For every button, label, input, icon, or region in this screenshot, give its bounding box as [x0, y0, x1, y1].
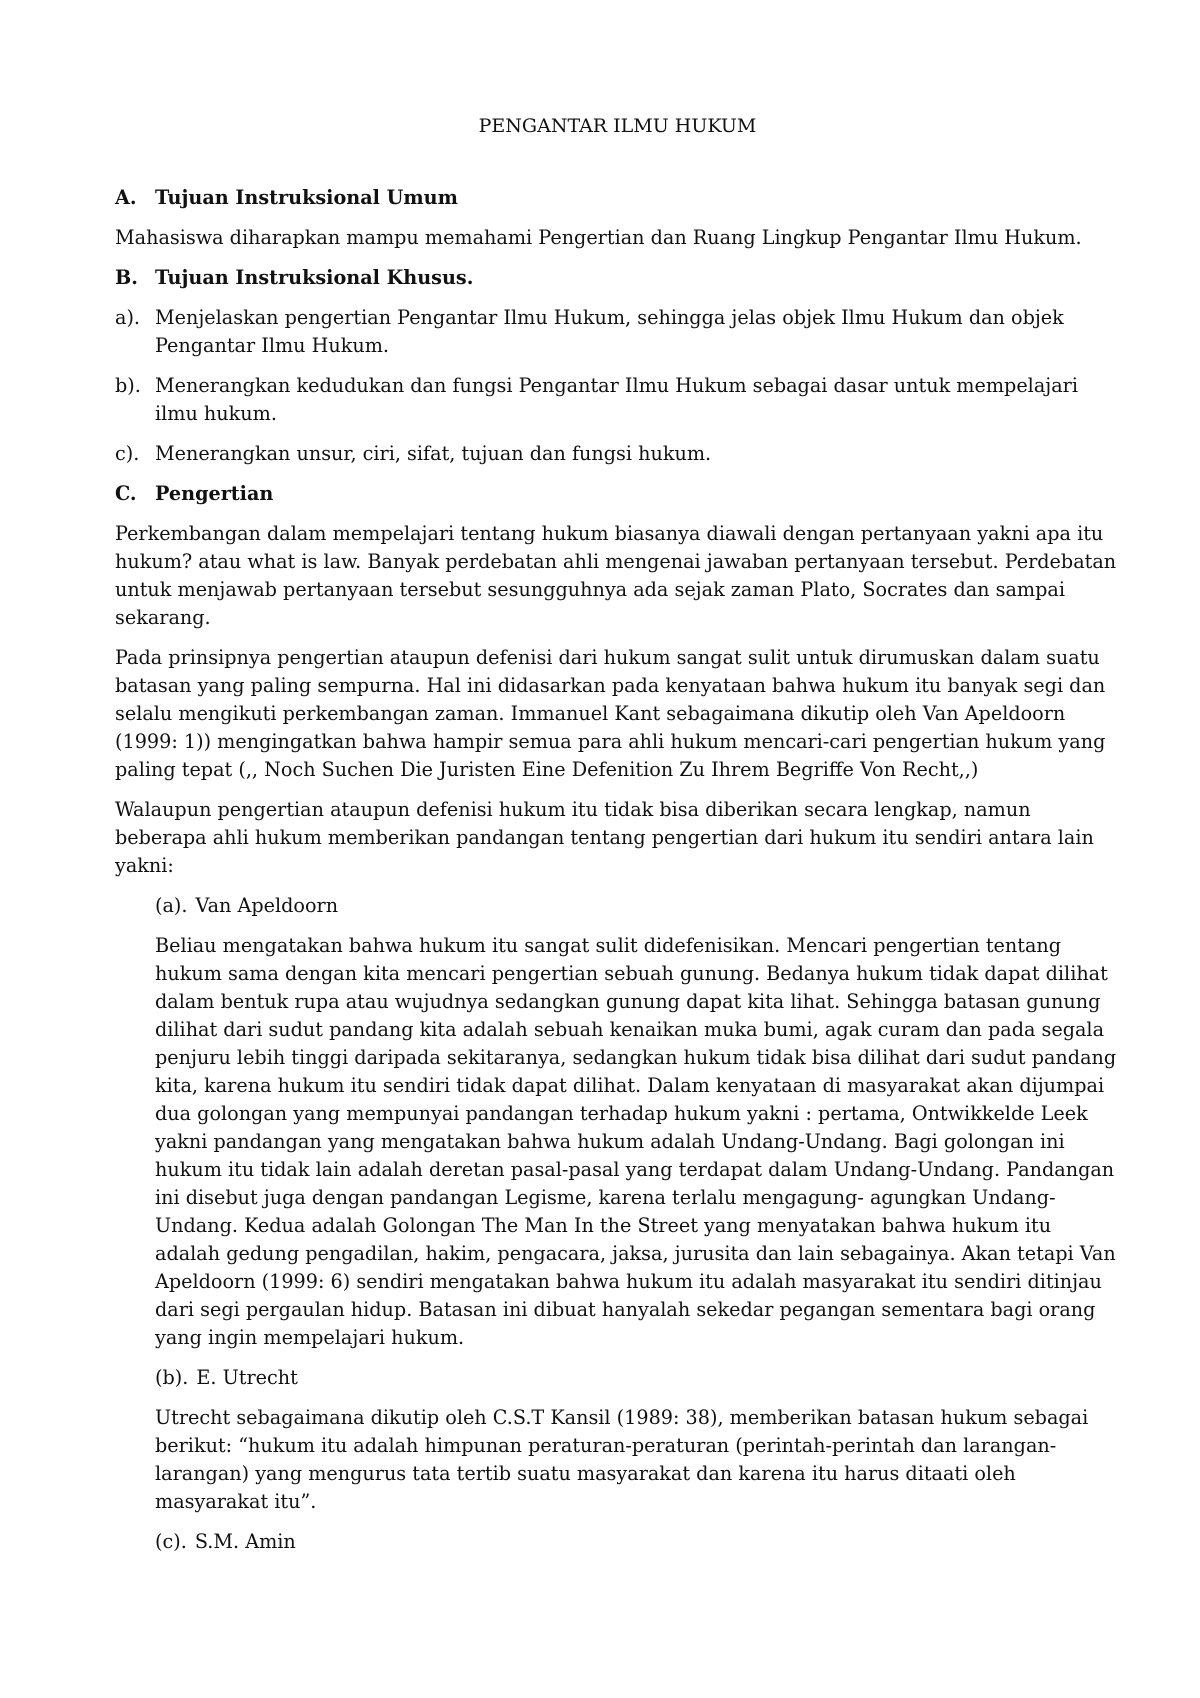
objective-item-a: [115, 304, 1120, 360]
objective-item-b: [115, 372, 1120, 428]
objective-text: Menerangkan unsur, ciri, sifat, tujuan dan fungsi hukum.: [155, 442, 712, 465]
expert-b-text: Utrecht sebagaimana dikutip oleh C.S.T Kansil (1989: 38), memberikan batasan hukum sebagai berikut: “hukum itu adalah himpunan peraturan-peraturan (perintah-perintah dan larangan-larangan) yang mengurus tata tertib suatu masyarakat dan karena itu harus ditaati oleh masyarakat itu”.: [155, 1406, 1089, 1513]
section-c-paragraph-3: Walaupun pengertian ataupun defenisi hukum itu tidak bisa diberikan secara lengkap, namun beberapa ahli hukum memberikan pandangan tentang pengertian dari hukum itu sendiri antara lain yakni:: [115, 798, 1094, 877]
document-title: PENGANTAR ILMU HUKUM: [478, 115, 757, 137]
objective-marker: a).: [115, 306, 141, 329]
section-c-heading: [115, 480, 1120, 508]
expert-a-text: Beliau mengatakan bahwa hukum itu sangat sulit didefenisikan. Mencari pengertian tentang hukum sama dengan kita mencari pengertian sebuah gunung. Bedanya hukum tidak dapat dilihat dalam bentuk rupa atau wujudnya sedangkan gunung dapat kita lihat. Sehingga batasan gunung dilihat dari sudut pandang kita adalah sebuah kenaikan muka bumi, agak curam dan pada segala penjuru lebih tinggi daripada sekitaranya, sedangkan hukum tidak bisa dilihat dari sudut pandang kita, karena hukum itu sendiri tidak dapat dilihat. Dalam kenyataan di masyarakat akan dijumpai dua golongan yang mempunyai pandangan terhadap hukum yakni : pertama, Ontwikkelde Leek yakni pandangan yang mengatakan bahwa hukum adalah Undang-Undang. Bagi golongan ini hukum itu tidak lain adalah deretan pasal-pasal yang terdapat dalam Undang-Undang. Pandangan ini disebut juga dengan pandangan Legisme, karena terlalu mengagung- agungkan Undang-Undang. Kedua adalah Golongan The Man In the Street yang menyatakan bahwa hukum itu adalah gedung pengadilan, hakim, pengacara, jaksa, jurusita dan lain sebagainya. Akan tetapi Van Apeldoorn (1999: 6) sendiri mengatakan bahwa hukum itu adalah masyarakat itu sendiri ditinjau dari segi pergaulan hidup. Batasan ini dibuat hanyalah sekedar pegangan sementara bagi orang yang ingin mempelajari hukum.: [155, 934, 1117, 1349]
objective-item-c: [115, 440, 1120, 468]
section-b-title: Tujuan Instruksional Khusus.: [155, 266, 474, 289]
expert-a-label: [155, 892, 1120, 920]
objective-marker: b).: [115, 374, 141, 397]
expert-c-label: [155, 1528, 1120, 1556]
expert-name: Van Apeldoorn: [195, 894, 339, 917]
section-a-paragraph: Mahasiswa diharapkan mampu memahami Pengertian dan Ruang Lingkup Pengantar Ilmu Hukum.: [115, 226, 1082, 249]
section-a-letter: A.: [115, 186, 137, 209]
experts-list: [155, 892, 1120, 1556]
expert-name: E. Utrecht: [196, 1366, 298, 1389]
objective-text: Menerangkan kedudukan dan fungsi Pengantar Ilmu Hukum sebagai dasar untuk mempelajari ilmu hukum.: [155, 374, 1078, 425]
objective-text: Menjelaskan pengertian Pengantar Ilmu Hukum, sehingga jelas objek Ilmu Hukum dan objek Pengantar Ilmu Hukum.: [155, 306, 1064, 357]
expert-b-label: [155, 1364, 1120, 1392]
expert-name: S.M. Amin: [194, 1530, 296, 1553]
section-c-paragraph-1: Perkembangan dalam mempelajari tentang hukum biasanya diawali dengan pertanyaan yakni apa itu hukum? atau what is law. Banyak perdebatan ahli mengenai jawaban pertanyaan tersebut. Perdebatan untuk menjawab pertanyaan tersebut sesungguhnya ada sejak zaman Plato, Socrates dan sampai sekarang.: [115, 522, 1117, 629]
section-b-letter: B.: [115, 266, 138, 289]
section-c-paragraph-2: Pada prinsipnya pengertian ataupun defenisi dari hukum sangat sulit untuk dirumuskan dalam suatu batasan yang paling sempurna. Hal ini didasarkan pada kenyataan bahwa hukum itu banyak segi dan selalu mengikuti perkembangan zaman. Immanuel Kant sebagaimana dikutip oleh Van Apeldoorn (1999: 1)) mengingatkan bahwa hampir semua para ahli hukum mencari-cari pengertian hukum yang paling tepat (,, Noch Suchen Die Juristen Eine Defenition Zu Ihrem Begriffe Von Recht,,): [115, 646, 1106, 781]
expert-marker: (a).: [155, 894, 188, 917]
expert-marker: (c).: [155, 1530, 187, 1553]
section-c-letter: C.: [115, 482, 137, 505]
section-c-title: Pengertian: [155, 482, 274, 505]
section-a-title: Tujuan Instruksional Umum: [155, 186, 458, 209]
section-b-heading: [115, 264, 1120, 292]
expert-marker: (b).: [155, 1366, 189, 1389]
objective-marker: c).: [115, 442, 140, 465]
section-a-heading: [115, 184, 1120, 212]
